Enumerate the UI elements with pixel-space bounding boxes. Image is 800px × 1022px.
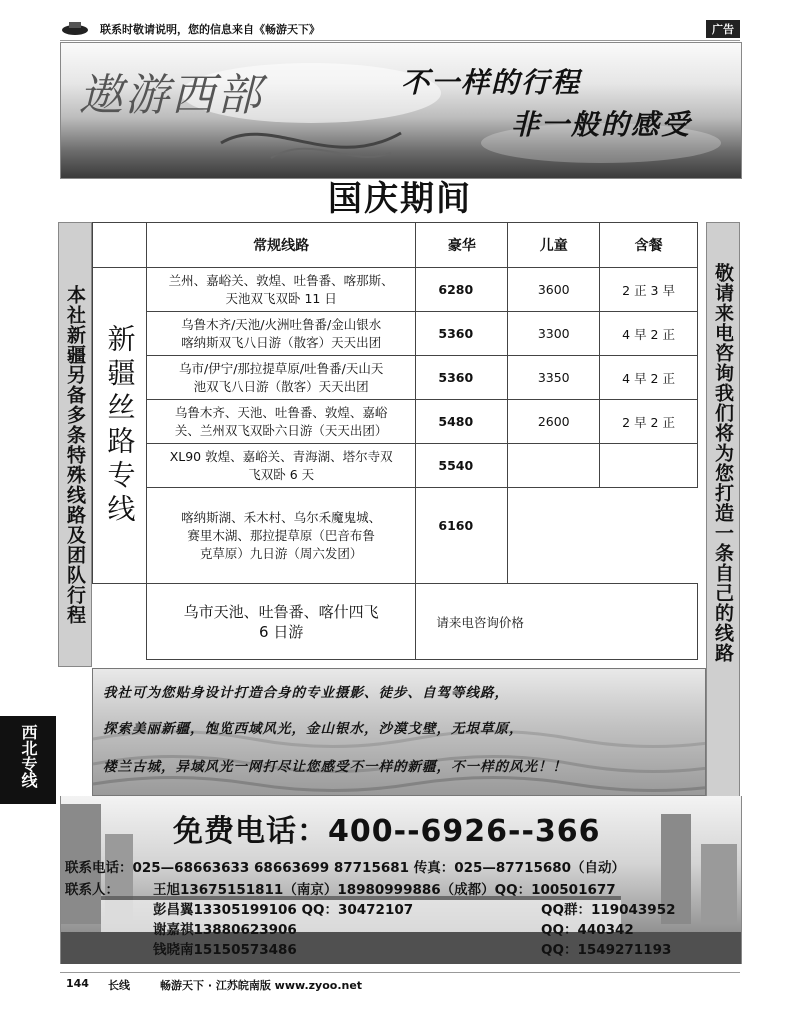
table-row [93, 488, 698, 584]
child-price [508, 444, 600, 488]
contact-qq-4: QQ：1549271193 [541, 942, 672, 958]
page-number: 144 [66, 977, 89, 990]
child-price: 2600 [508, 400, 600, 444]
routes-table [92, 222, 698, 660]
consult-price-text: 请来电咨询价格 [416, 584, 698, 660]
deluxe-price: 6160 [416, 488, 508, 584]
contact-person-2: 彭昌翼13305199106 QQ：30472107 [153, 902, 414, 918]
contact-panel [60, 796, 742, 964]
banner-slogan-2: 非一般的感受 [511, 108, 692, 141]
banner-title: 遨游西部 [79, 70, 263, 121]
route-cell: 乌市/伊宁/那拉提草原/吐鲁番/天山天 池双飞八日游（散客）天天出团 [146, 356, 415, 400]
contact-phones: 联系电话：025—68663633 68663699 87715681 传真：025—87715680（自动） [65, 860, 626, 876]
meal-header: 含餐 [600, 223, 698, 268]
contact-person-3: 谢嘉祺13880623906 [153, 922, 297, 938]
child-header: 儿童 [508, 223, 600, 268]
table-header-row [93, 223, 698, 268]
route-cell: 喀纳斯湖、禾木村、乌尔禾魔鬼城、 赛里木湖、那拉提草原（巴音布鲁 克草原）九日游（周六发团） [146, 488, 415, 584]
child-price: 3300 [508, 312, 600, 356]
meal-info: 2 正 3 早 [600, 268, 698, 312]
top-notice-bar [60, 18, 740, 41]
route-cell: XL90 敦煌、嘉峪关、青海湖、塔尔寺双 飞双卧 6 天 [146, 444, 415, 488]
side-note-right-text: 敬请来电咨询我们将为您打造一条自己的线路 [712, 263, 734, 663]
side-note-left-text: 本社新疆另备多条特殊线路及团队行程 [64, 285, 86, 625]
footer-publication: 畅游天下 · 江苏皖南版 www.zyoo.net [160, 979, 363, 992]
contact-qq-group: QQ群：119043952 [541, 902, 676, 918]
category-header [93, 223, 147, 268]
deluxe-price: 5540 [416, 444, 508, 488]
source-notice: 联系时敬请说明，您的信息来自《畅游天下》 [100, 23, 320, 36]
child-price: 3350 [508, 356, 600, 400]
contact-label: 联系人： [65, 882, 119, 898]
meal-info: 2 早 2 正 [600, 400, 698, 444]
footer-brand: 长线 [108, 979, 130, 992]
deluxe-price: 5360 [416, 356, 508, 400]
free-phone: 免费电话：400--6926--366 [173, 814, 601, 849]
meal-info: 4 早 2 正 [600, 312, 698, 356]
banner-slogan-1: 不一样的行程 [401, 66, 582, 99]
category-label: 新疆丝路专线 [103, 323, 137, 528]
intro-line-1: 我社可为您贴身设计打造合身的专业摄影、徒步、自驾等线路， [103, 685, 509, 701]
section-tab-label: 西北专线 [19, 724, 38, 788]
table-row [93, 400, 698, 444]
meal-info [600, 444, 698, 488]
page-footer [60, 972, 740, 995]
side-note-right [706, 222, 740, 802]
meal-info: 4 早 2 正 [600, 356, 698, 400]
empty-cell [600, 488, 698, 584]
intro-line-3: 楼兰古城，异域风光一网打尽让您感受不一样的新疆，不一样的风光！！ [103, 759, 567, 775]
deluxe-header: 豪华 [416, 223, 508, 268]
table-row [93, 356, 698, 400]
contact-person-4: 钱晓南15150573486 [153, 942, 297, 958]
category-blank-cell [93, 584, 147, 660]
intro-panel [92, 668, 706, 796]
section-tab [0, 716, 56, 804]
publication-logo-icon [60, 20, 90, 36]
banner [60, 42, 742, 179]
category-cell [93, 268, 147, 584]
empty-cell [508, 488, 600, 584]
deluxe-price: 6280 [416, 268, 508, 312]
table-row [93, 268, 698, 312]
child-price: 3600 [508, 268, 600, 312]
route-cell: 乌市天池、吐鲁番、喀什四飞 6 日游 [146, 584, 415, 660]
route-cell: 兰州、嘉峪关、敦煌、吐鲁番、喀那斯、 天池双飞双卧 11 日 [146, 268, 415, 312]
ad-label: 广告 [706, 20, 740, 38]
table-row [93, 312, 698, 356]
table-row [93, 444, 698, 488]
page-heading: 国庆期间 [328, 179, 472, 219]
route-header: 常规线路 [146, 223, 415, 268]
table-row [93, 584, 698, 660]
intro-line-2: 探索美丽新疆，饱览西域风光，金山银水，沙漠戈壁，无垠草原， [103, 721, 524, 737]
deluxe-price: 5480 [416, 400, 508, 444]
route-cell: 乌鲁木齐/天池/火洲吐鲁番/金山银水 喀纳斯双飞八日游（散客）天天出团 [146, 312, 415, 356]
route-cell: 乌鲁木齐、天池、吐鲁番、敦煌、嘉峪 关、兰州双飞双卧六日游（天天出团） [146, 400, 415, 444]
contact-qq-3: QQ：440342 [541, 922, 634, 938]
side-note-left [58, 222, 92, 667]
contact-person-1: 王旭13675151811（南京）18980999886（成都）QQ：100501677 [153, 882, 616, 898]
deluxe-price: 5360 [416, 312, 508, 356]
